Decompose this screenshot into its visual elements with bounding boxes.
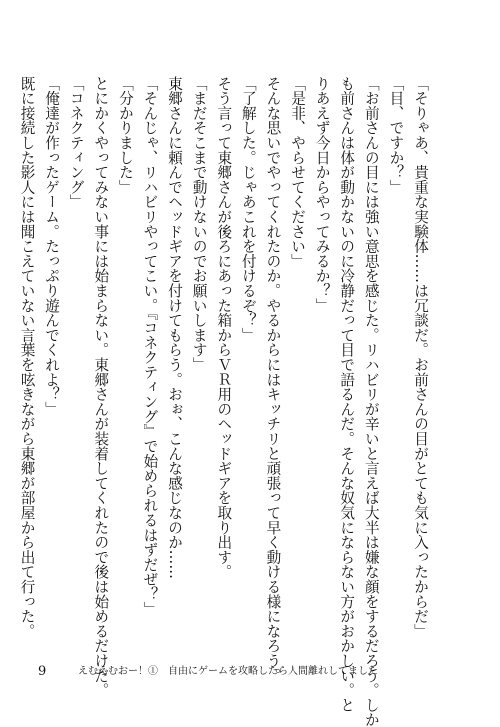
text-line: そんな思いでやってくれたのか。やるからにはキッチリと頑張って早く動ける様になろう。 [264, 76, 282, 683]
text-line: 「目、ですか？」 [387, 76, 405, 195]
text-line: とにかくやってみない事には始まらない。東郷さんが装着してくれたので後は始めるだけだ。 [92, 76, 110, 698]
text-line: も前さんは体が動かないのに冷静だって目で語るんだ。そんな奴気にならない方がおかしい。と [338, 76, 356, 713]
text-line: 「そりゃあ、貴重な実験体……は冗談だ。お前さんの目がとても気に入ったからだ」 [412, 76, 429, 639]
text-line: 「そんじゃ、リハビリやってこい。『コネクティング』で始められるはずだぜ？」 [141, 76, 159, 617]
text-line: 「俺達が作ったゲーム。たっぷり遊んでくれよ？」 [43, 76, 61, 417]
running-title: えむえむおー！① 自由にゲームを攻略したら人間離れしてました [78, 666, 378, 677]
text-line: 「了解した。じゃあこれを付けるぞ？」 [239, 76, 257, 343]
text-line: 既に接続した影人には聞こえていない言葉を呟きながら東郷が部屋から出て行った。 [18, 76, 36, 639]
text-line: そう言って東郷さんが後ろにあった箱からＶＲ用のヘッドギアを取り出す。 [215, 76, 233, 580]
page-footer [38, 664, 478, 680]
text-line: 「コネクティング」 [67, 76, 85, 210]
text-line: 「分かりました」 [116, 76, 134, 195]
text-line: 「お前さんの目には強い意思を感じた。リハビリが辛いと言えば大半は嫌な顔をするだろう。しか [362, 76, 380, 727]
text-line: 「まだそこまで動けないのでお願いします」 [190, 76, 208, 372]
text-line: 「是非、やらせてください」 [289, 76, 307, 269]
page-number: 9 [38, 664, 47, 679]
text-line: 東郷さんに頼んでヘッドギアを付けてもらう。おぉ、こんな感じなのか…… [166, 76, 184, 580]
text-line: りあえず今日からやってみるか？」 [313, 76, 331, 313]
